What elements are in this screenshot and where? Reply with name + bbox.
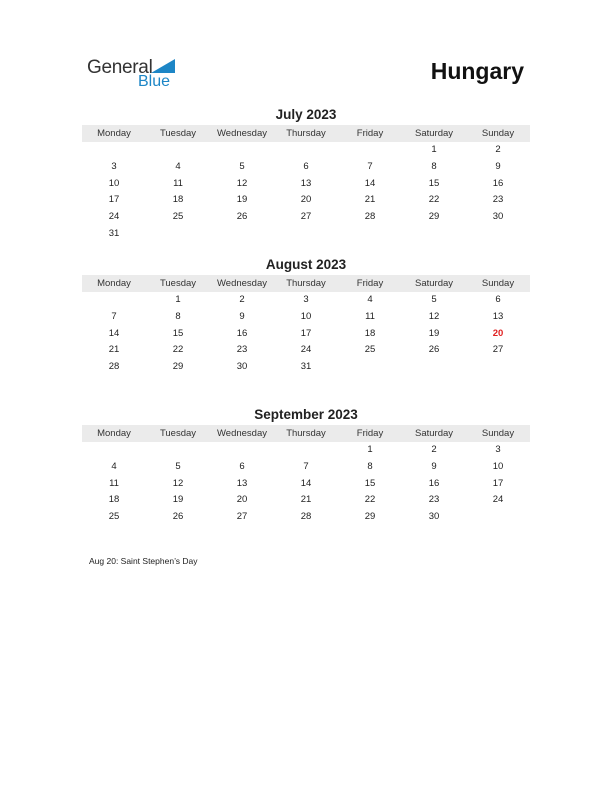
- day-cell: 25: [364, 344, 376, 356]
- day-cell: 24: [108, 211, 120, 223]
- day-cell: 26: [236, 211, 248, 223]
- month-title: July 2023: [275, 107, 337, 122]
- week-row: [82, 442, 530, 459]
- day-cell: 4: [367, 294, 373, 305]
- day-cell: 13: [236, 477, 248, 489]
- day-cell: 5: [431, 294, 437, 305]
- day-cell: 19: [236, 194, 248, 206]
- day-cell: 23: [428, 494, 440, 506]
- weekday-label: Friday: [356, 428, 384, 439]
- day-cell: 28: [364, 211, 376, 223]
- day-cell: 27: [236, 511, 248, 523]
- month-title: August 2023: [265, 257, 347, 272]
- empty-day-cell: [466, 226, 530, 243]
- weekday-label: Monday: [97, 128, 131, 139]
- day-cell: 8: [431, 160, 437, 172]
- day-cell: 24: [300, 344, 312, 356]
- month-august: [82, 256, 530, 376]
- day-cell: 14: [108, 327, 120, 339]
- month-september: [82, 406, 530, 526]
- empty-day-cell: [338, 226, 402, 243]
- day-cell: 19: [428, 327, 440, 339]
- empty-day-cell: [466, 509, 530, 526]
- day-cell: 18: [108, 494, 120, 506]
- empty-day-cell: [338, 359, 402, 376]
- day-cell: 27: [300, 211, 312, 223]
- week-row: [82, 226, 530, 243]
- weekday-label: Thursday: [286, 278, 326, 289]
- day-cell: 8: [367, 460, 373, 472]
- weekday-label: Monday: [97, 278, 131, 289]
- empty-day-cell: [210, 442, 274, 459]
- weekday-label: Friday: [356, 128, 384, 139]
- day-cell: 26: [172, 511, 184, 523]
- weekday-header-row: [82, 275, 530, 292]
- day-cell: 3: [303, 294, 309, 305]
- day-cell: 21: [108, 344, 120, 356]
- day-cell: 21: [364, 194, 376, 206]
- week-row: [82, 142, 530, 159]
- day-cell: 21: [300, 494, 312, 506]
- day-cell: 2: [495, 144, 501, 155]
- month-july: [82, 106, 530, 243]
- empty-day-cell: [274, 442, 338, 459]
- day-cell: 28: [108, 361, 120, 373]
- day-cell: 6: [303, 160, 309, 172]
- empty-day-cell: [338, 142, 402, 159]
- day-cell: 16: [428, 477, 440, 489]
- day-cell: 10: [300, 310, 312, 322]
- day-cell: 14: [364, 177, 376, 189]
- weekday-label: Wednesday: [217, 278, 267, 289]
- weekday-label: Thursday: [286, 428, 326, 439]
- day-cell: 6: [239, 460, 245, 472]
- day-cell: 27: [492, 344, 504, 356]
- weekday-label: Saturday: [414, 128, 454, 139]
- day-cell: 9: [239, 310, 245, 322]
- weekday-label: Monday: [97, 428, 131, 439]
- day-cell: 23: [236, 344, 248, 356]
- weekday-label: Tuesday: [159, 428, 197, 439]
- day-cell: 22: [428, 194, 440, 206]
- day-cell: 30: [236, 361, 248, 373]
- day-cell: 14: [300, 477, 312, 489]
- weekday-label: Thursday: [286, 128, 326, 139]
- empty-day-cell: [146, 442, 210, 459]
- day-cell: 20: [236, 494, 248, 506]
- weekday-label: Saturday: [414, 428, 454, 439]
- empty-day-cell: [402, 226, 466, 243]
- day-cell: 30: [428, 511, 440, 523]
- day-cell: 4: [175, 160, 181, 172]
- day-cell: 29: [172, 361, 184, 373]
- day-cell: 19: [172, 494, 184, 506]
- day-cell: 12: [428, 310, 440, 322]
- empty-day-cell: [82, 292, 146, 309]
- weekday-label: Saturday: [414, 278, 454, 289]
- day-cell: 18: [172, 194, 184, 206]
- day-cell: 10: [108, 177, 120, 189]
- empty-day-cell: [82, 442, 146, 459]
- day-cell: 20: [300, 194, 312, 206]
- empty-day-cell: [274, 226, 338, 243]
- week-row: [82, 209, 530, 226]
- month-title: September 2023: [254, 407, 358, 422]
- empty-day-cell: [274, 142, 338, 159]
- day-cell: 25: [172, 211, 184, 223]
- day-cell: 10: [492, 460, 504, 472]
- day-cell: 17: [492, 477, 504, 489]
- day-cell: 11: [109, 477, 119, 489]
- day-cell: 6: [495, 294, 501, 305]
- holiday-day-cell: 20: [492, 327, 504, 339]
- day-cell: 17: [300, 327, 312, 339]
- weekday-label: Friday: [356, 278, 384, 289]
- day-cell: 22: [172, 344, 184, 356]
- logo-word-general: General: [87, 57, 153, 78]
- generalblue-logo: [87, 55, 187, 95]
- day-cell: 8: [175, 310, 181, 322]
- day-cell: 12: [236, 177, 248, 189]
- empty-day-cell: [210, 142, 274, 159]
- day-cell: 31: [108, 227, 120, 239]
- week-row: [82, 342, 530, 359]
- country-title: Hungary: [430, 58, 524, 84]
- week-row: [82, 159, 530, 176]
- week-row: [82, 359, 530, 376]
- empty-day-cell: [402, 359, 466, 376]
- week-row: [82, 492, 530, 509]
- week-row: [82, 326, 530, 343]
- weekday-header-row: [82, 425, 530, 442]
- day-cell: 5: [175, 460, 181, 472]
- day-cell: 24: [492, 494, 504, 506]
- day-cell: 3: [111, 160, 117, 172]
- day-cell: 16: [236, 327, 248, 339]
- empty-day-cell: [466, 359, 530, 376]
- day-cell: 17: [108, 194, 120, 206]
- day-cell: 11: [365, 310, 375, 322]
- day-cell: 1: [175, 294, 181, 305]
- day-cell: 2: [431, 444, 437, 455]
- day-cell: 30: [492, 211, 504, 223]
- holiday-note: Aug 20: Saint Stephen’s Day: [89, 556, 198, 566]
- logo-word-blue: Blue: [138, 73, 171, 90]
- logo-triangle-icon: [151, 59, 175, 73]
- day-cell: 12: [172, 477, 184, 489]
- weekday-label: Wednesday: [217, 428, 267, 439]
- day-cell: 22: [364, 494, 376, 506]
- empty-day-cell: [146, 142, 210, 159]
- day-cell: 15: [172, 327, 184, 339]
- day-cell: 7: [111, 310, 117, 322]
- weekday-label: Sunday: [481, 278, 515, 289]
- day-cell: 16: [492, 177, 504, 189]
- day-cell: 15: [428, 177, 440, 189]
- day-cell: 1: [367, 444, 373, 455]
- day-cell: 28: [300, 511, 312, 523]
- weekday-label: Tuesday: [159, 278, 197, 289]
- day-cell: 7: [303, 460, 309, 472]
- day-cell: 25: [108, 511, 120, 523]
- day-cell: 5: [239, 160, 245, 172]
- week-row: [82, 292, 530, 309]
- day-cell: 26: [428, 344, 440, 356]
- day-cell: 2: [239, 294, 245, 305]
- week-row: [82, 309, 530, 326]
- day-cell: 4: [111, 460, 117, 472]
- week-row: [82, 476, 530, 493]
- day-cell: 31: [300, 361, 312, 373]
- day-cell: 7: [367, 160, 373, 172]
- empty-day-cell: [210, 226, 274, 243]
- empty-day-cell: [146, 226, 210, 243]
- day-cell: 18: [364, 327, 376, 339]
- day-cell: 29: [428, 211, 440, 223]
- week-row: [82, 509, 530, 526]
- day-cell: 15: [364, 477, 376, 489]
- day-cell: 3: [495, 444, 501, 455]
- weekday-label: Tuesday: [159, 128, 197, 139]
- day-cell: 11: [173, 177, 183, 189]
- day-cell: 9: [495, 160, 501, 172]
- weekday-label: Sunday: [481, 428, 515, 439]
- empty-day-cell: [82, 142, 146, 159]
- weekday-header-row: [82, 125, 530, 142]
- day-cell: 23: [492, 194, 504, 206]
- weekday-label: Sunday: [481, 128, 515, 139]
- weekday-label: Wednesday: [217, 128, 267, 139]
- day-cell: 29: [364, 511, 376, 523]
- week-row: [82, 176, 530, 193]
- week-row: [82, 459, 530, 476]
- day-cell: 9: [431, 460, 437, 472]
- day-cell: 13: [300, 177, 312, 189]
- day-cell: 13: [492, 310, 504, 322]
- week-row: [82, 192, 530, 209]
- day-cell: 1: [431, 144, 437, 155]
